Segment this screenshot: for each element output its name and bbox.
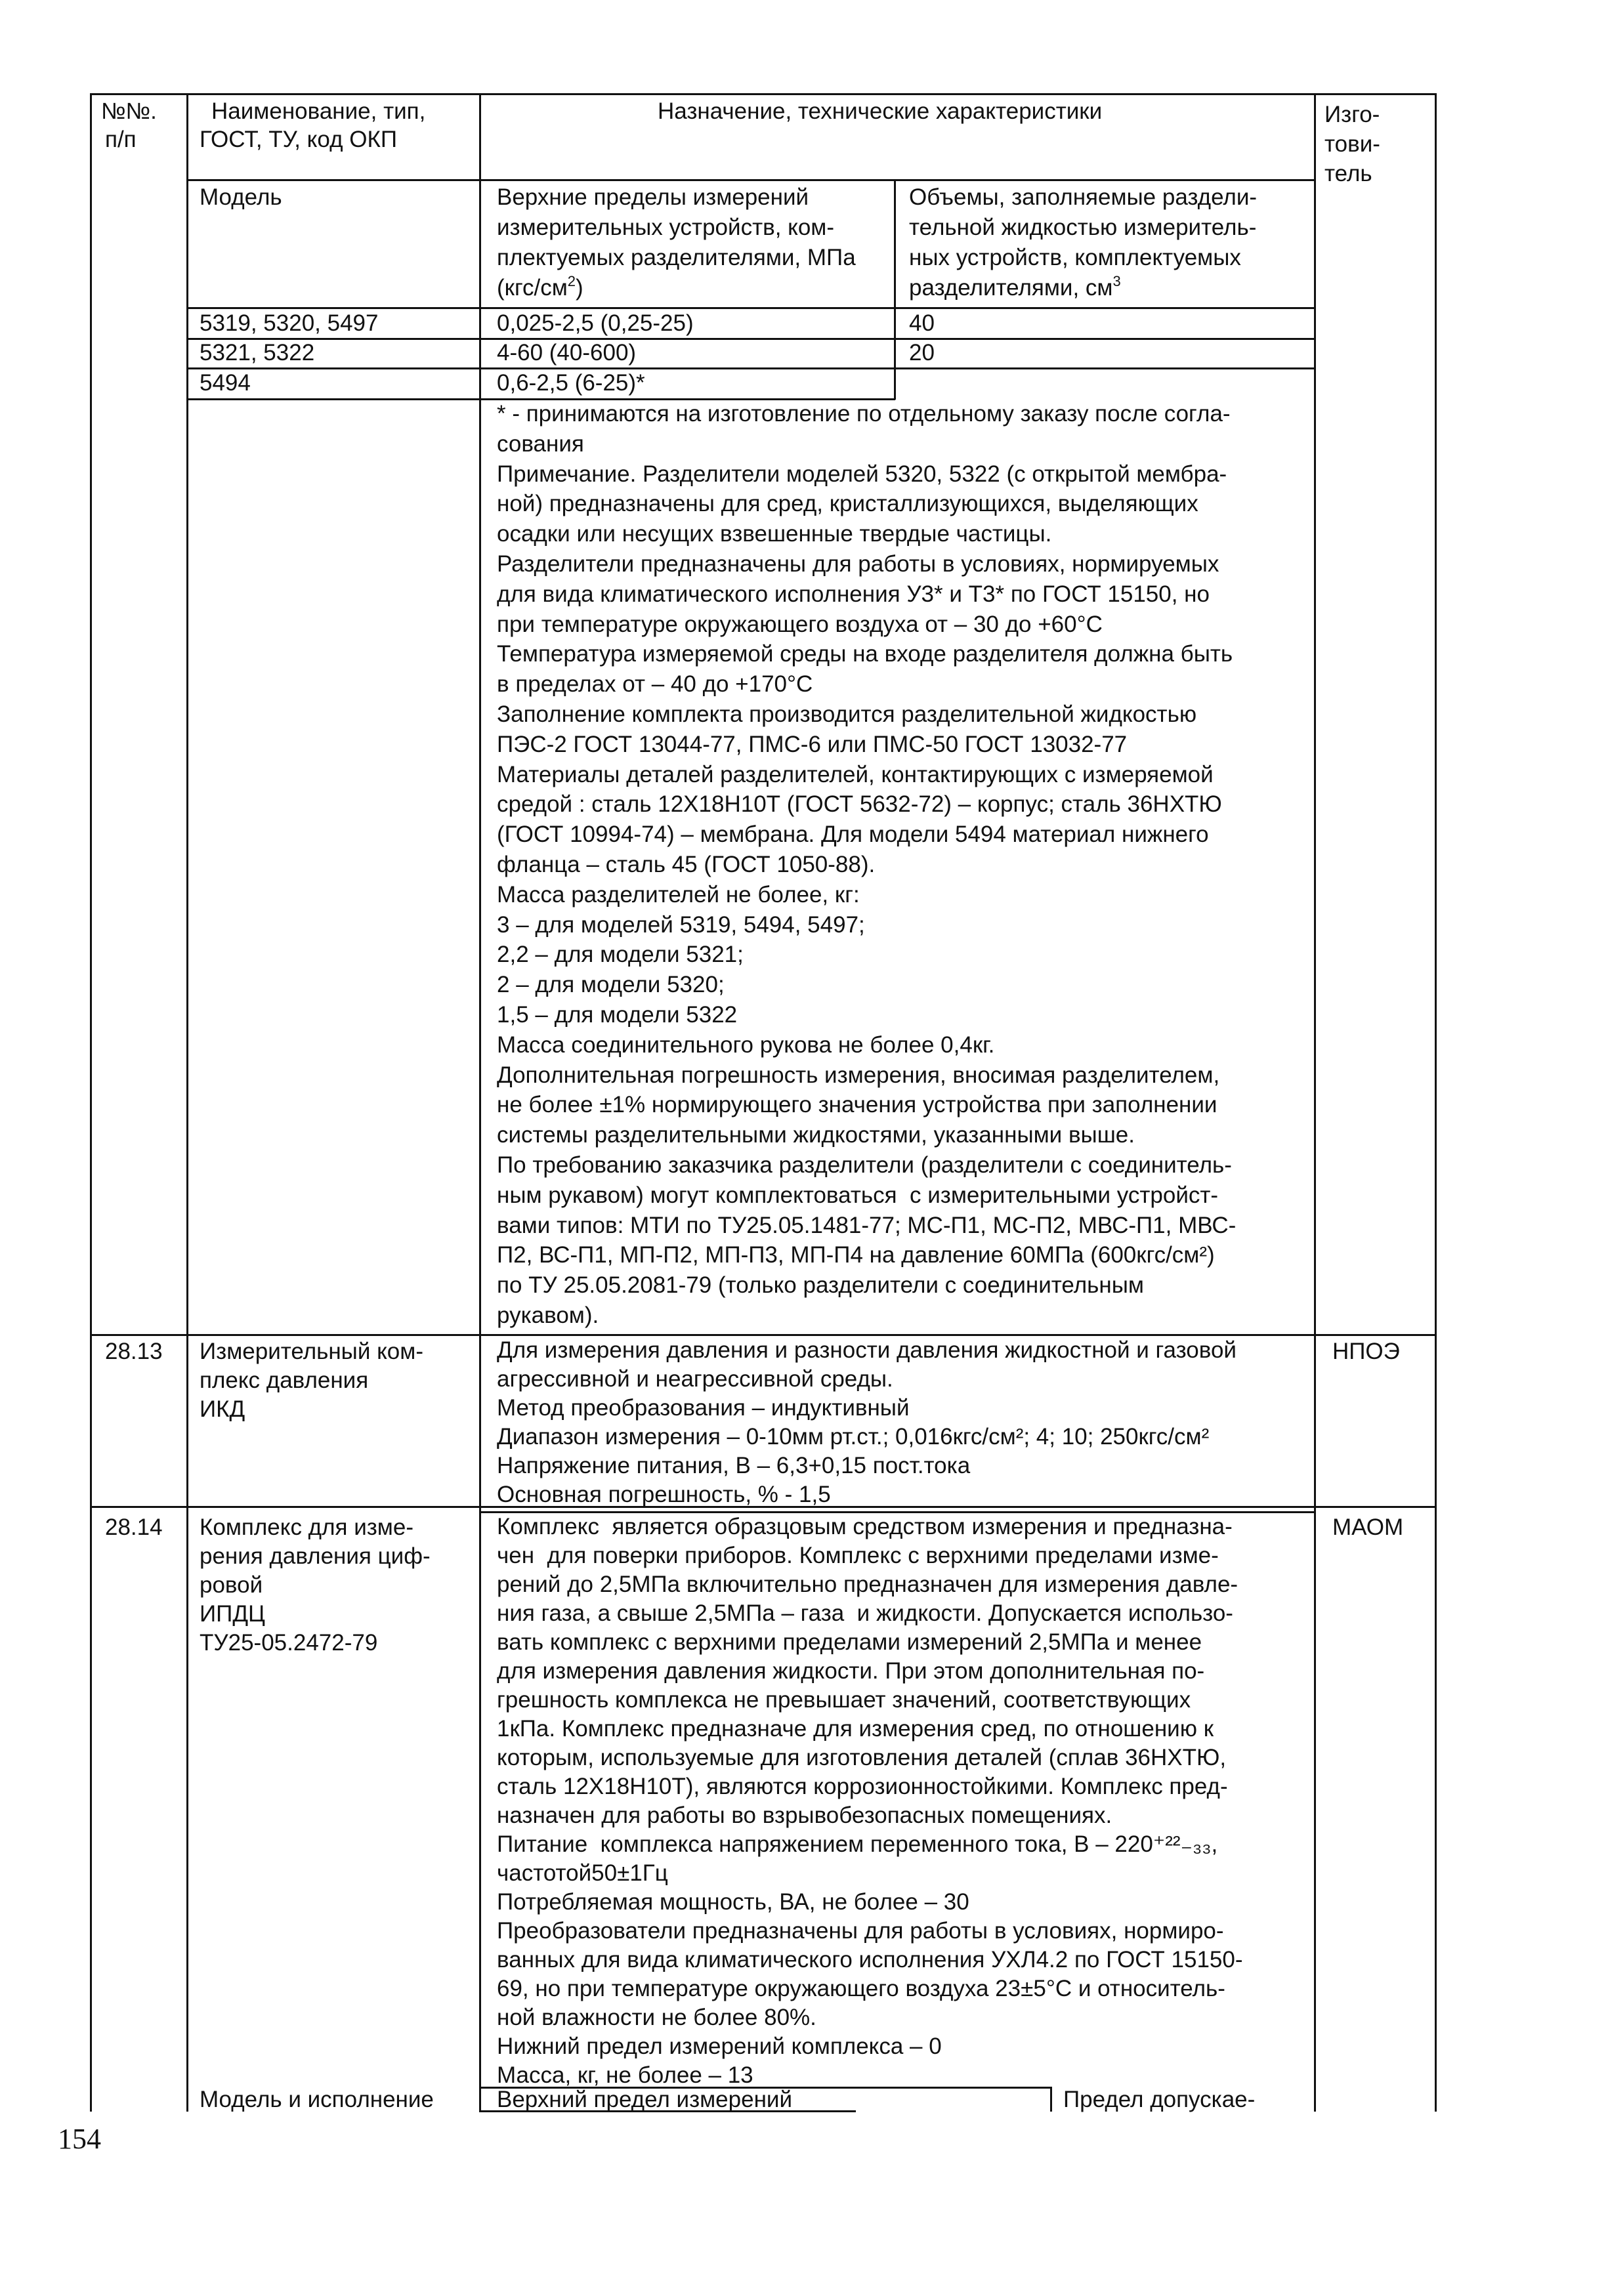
item-2814-name-5: ТУ25-05.2472-79 [200, 1630, 378, 1656]
model-label: Модель [200, 184, 282, 210]
table-divider-text [1314, 93, 1316, 2112]
separators-line: осадки или несущих взвешенные твердые частицы. [497, 521, 1052, 547]
separators-line: Дополнительная погрешность измерения, вносимая разделителем, [497, 1062, 1220, 1088]
separators-line: ным рукавом) могут комплектоваться с измерительными устройст- [497, 1182, 1219, 1208]
table-border-top [90, 93, 1437, 95]
item-2814-line: для измерения давления жидкости. При этом дополнительная по- [497, 1658, 1205, 1684]
item-2814-line: Преобразователи предназначены для работы в условиях, нормиро- [497, 1918, 1224, 1944]
separators-line: ПЭС-2 ГОСТ 13044-77, ПМС-6 или ПМС-50 ГОСТ 13032-77 [497, 731, 1128, 757]
separators-line: П2, ВС-П1, МП-П2, МП-П3, МП-П4 на давление 60МПа (600кгс/см²) [497, 1242, 1215, 1268]
item-2814-line: Комплекс является образцовым средством измерения и предназна- [497, 1514, 1233, 1539]
limits-label-4: $(кгс/см^2)$ [497, 273, 583, 301]
item-2814-line: которым, используемые для изготовления деталей (сплав 36НХТЮ, [497, 1745, 1227, 1770]
model-row1-volume: 40 [909, 310, 935, 336]
model-row2-model: 5321, 5322 [200, 340, 315, 365]
separators-line: по ТУ 25.05.2081-79 (только разделители с соединительным [497, 1272, 1144, 1299]
separators-line: системы разделительными жидкостями, указанными выше. [497, 1122, 1135, 1148]
item-2814-line: ной влажности не более 80%. [497, 2005, 816, 2030]
table-divider-name [479, 93, 481, 2112]
item-2814-line: назначен для работы во взрывобезопасных помещениях. [497, 1803, 1112, 1828]
separators-line: для вида климатического исполнения У3* и Т3* по ГОСТ 15150, но [497, 581, 1210, 607]
item-2813-line: Для измерения давления и разности давления жидкостной и газовой [497, 1337, 1237, 1363]
separators-line: 1,5 – для модели 5322 [497, 1001, 738, 1028]
item-2814-line: частотой50±1Гц [497, 1860, 668, 1886]
separators-line: фланца – сталь 45 (ГОСТ 1050-88). [497, 851, 876, 877]
model-row1-model: 5319, 5320, 5497 [200, 310, 379, 336]
item-2814-name-1: Комплекс для изме- [200, 1514, 413, 1540]
item-2813-maker: НПОЭ [1332, 1339, 1400, 1364]
item-2814-subheader-divider [1050, 2087, 1052, 2112]
item-2814-sub-error: Предел допускае- [1063, 2087, 1256, 2112]
item-2813-line: Напряжение питания, В – 6,3+0,15 пост.тока [497, 1453, 971, 1478]
separators-line: По требованию заказчика разделители (разделители с соединитель- [497, 1152, 1232, 1178]
model-row1-bottom [186, 338, 1315, 340]
header-name-2: ГОСТ, ТУ, код ОКП [200, 127, 398, 152]
item-2814-line: Нижний предел измерений комплекса – 0 [497, 2034, 942, 2059]
model-row1-limit: 0,025-2,5 (0,25-25) [497, 310, 694, 336]
separators-line: 3 – для моделей 5319, 5494, 5497; [497, 911, 865, 938]
separators-line: Заполнение комплекта производится разделительной жидкостью [497, 701, 1197, 727]
item-2814-line: ванных для вида климатического исполнения УХЛ4.2 по ГОСТ 15150- [497, 1947, 1243, 1972]
separators-line: (ГОСТ 10994-74) – мембрана. Для модели 5494 материал нижнего [497, 822, 1209, 848]
item-2814-line: Потребляемая мощность, ВА, не более – 30 [497, 1889, 969, 1915]
item-2814-name-2: рения давления циф- [200, 1543, 431, 1569]
volume-label-2: тельной жидкостью измеритель- [909, 215, 1257, 240]
page-number: 154 [58, 2123, 101, 2155]
item-2814-line: 1кПа. Комплекс предназначе для измерения сред, по отношению к [497, 1716, 1214, 1742]
separators-line: Масса соединительного рукова не более 0,4кг. [497, 1032, 995, 1058]
item-2814-sub-limit: Верхний предел измерений [497, 2087, 793, 2112]
separators-line: средой : сталь 12Х18Н10Т (ГОСТ 5632-72) – корпус; сталь 36НХТЮ [497, 791, 1222, 818]
item-2813-description [497, 1336, 1237, 1509]
header-purpose: Назначение, технические характеристики [658, 98, 1103, 124]
item-2814-line: вать комплекс с верхними пределами измерений 2,5МПа и менее [497, 1629, 1202, 1655]
volume-label-3: ных устройств, комплектуемых [909, 245, 1241, 270]
model-row2-limit: 4-60 (40-600) [497, 340, 637, 365]
header-maker-2: тови- [1324, 131, 1380, 157]
item-2814-line: 69, но при температуре окружающего воздуха 23±5°С и относитель- [497, 1976, 1225, 2001]
separators-line: Температура измеряемой среды на входе разделителя должна быть [497, 641, 1233, 667]
separators-line: Разделители предназначены для работы в условиях, нормируемых [497, 551, 1219, 577]
limits-label-3: плектуемых разделителями, МПа [497, 245, 856, 270]
header-maker-1: Изго- [1324, 102, 1380, 127]
separators-line: вами типов: МТИ по ТУ25.05.1481-77; МС-П1, МС-П2, МВС-П1, МВС- [497, 1212, 1237, 1238]
header-name-1: Наименование, тип, [211, 98, 426, 124]
table-divider-num [186, 93, 188, 2112]
item-2814-line: Питание комплекса напряжением переменного тока, В – 220⁺²²₋₃₃, [497, 1831, 1218, 1857]
separators-line: сования [497, 430, 584, 457]
volume-label-1: Объемы, заполняемые раздели- [909, 184, 1258, 210]
model-row3-model: 5494 [200, 370, 251, 396]
separators-line: не более ±1% нормирующего значения устройства при заполнении [497, 1092, 1217, 1118]
item-2814-line: ния газа, а свыше 2,5МПа – газа и жидкости. Допускается использо- [497, 1600, 1233, 1626]
model-row2-bottom [186, 367, 1315, 369]
header-num-2: п/п [105, 127, 137, 152]
separators-line: рукавом). [497, 1302, 599, 1328]
item-2813-line: Метод преобразования – индуктивный [497, 1395, 910, 1421]
model-row3-limit: 0,6-2,5 (6-25)* [497, 370, 645, 396]
table-border-left [90, 93, 92, 2112]
item-2814-sub-model: Модель и исполнение [200, 2087, 434, 2112]
item-2814-line: сталь 12Х18Н10Т), являются коррозионностойкими. Комплекс пред- [497, 1774, 1228, 1799]
separators-line: при температуре окружающего воздуха от – 30 до +60°С [497, 611, 1103, 637]
separators-line: Масса разделителей не более, кг: [497, 881, 860, 908]
item-2813-name-1: Измерительный ком- [200, 1339, 423, 1364]
item-2813-num: 28.13 [105, 1339, 163, 1364]
header-maker-3: тель [1324, 161, 1372, 186]
item-2814-maker: МАОМ [1332, 1514, 1404, 1540]
volume-label-4: разделителями, $см^3$ [909, 273, 1121, 301]
separators-line: Материалы деталей разделителей, контактирующих с измеряемой [497, 761, 1214, 787]
separators-line: 2,2 – для модели 5321; [497, 942, 744, 968]
item-2813-line: Основная погрешность, % - 1,5 [497, 1482, 831, 1507]
item-2813-name-2: плекс давления [200, 1367, 369, 1393]
separators-line: ной) предназначены для сред, кристаллизующихся, выделяющих [497, 491, 1198, 517]
item-2814-description [497, 1513, 1243, 2090]
header-num-1: №№. [101, 98, 157, 124]
limits-label-2: измерительных устройств, ком- [497, 215, 835, 240]
item-2814-line: Масса, кг, не более – 13 [497, 2062, 753, 2088]
item-2814-line: грешность комплекса не превышает значений, соответствующих [497, 1687, 1191, 1713]
item-2814-line: рений до 2,5МПа включительно предназначен для измерения давле- [497, 1572, 1238, 1597]
model-row2-volume: 20 [909, 340, 935, 365]
separators-line: в пределах от – 40 до +170°С [497, 671, 813, 698]
limits-label-1: Верхние пределы измерений [497, 184, 809, 210]
separators-description [497, 399, 1236, 1331]
item-2814-name-3: ровой [200, 1572, 263, 1598]
table-border-right [1435, 93, 1437, 2112]
item-2813-line: агрессивной и неагрессивной среды. [497, 1366, 893, 1392]
item-2814-num: 28.14 [105, 1514, 163, 1540]
model-col-divider [894, 179, 896, 400]
separators-line: Примечание. Разделители моделей 5320, 5322 (с открытой мембра- [497, 461, 1227, 487]
item-2813-name-3: ИКД [200, 1396, 245, 1422]
item-2814-name-4: ИПДЦ [200, 1601, 265, 1627]
separators-line: 2 – для модели 5320; [497, 972, 725, 998]
header-bottom [186, 179, 1315, 181]
separators-line: * - принимаются на изготовление по отдельному заказу после согла- [497, 401, 1231, 427]
item-2814-line: чен для поверки приборов. Комплекс с верхними пределами изме- [497, 1543, 1219, 1568]
model-row3-bottom-left [186, 398, 479, 400]
item-2813-line: Диапазон измерения – 0-10мм рт.ст.; 0,016кгс/см²; 4; 10; 250кгс/см² [497, 1424, 1210, 1450]
